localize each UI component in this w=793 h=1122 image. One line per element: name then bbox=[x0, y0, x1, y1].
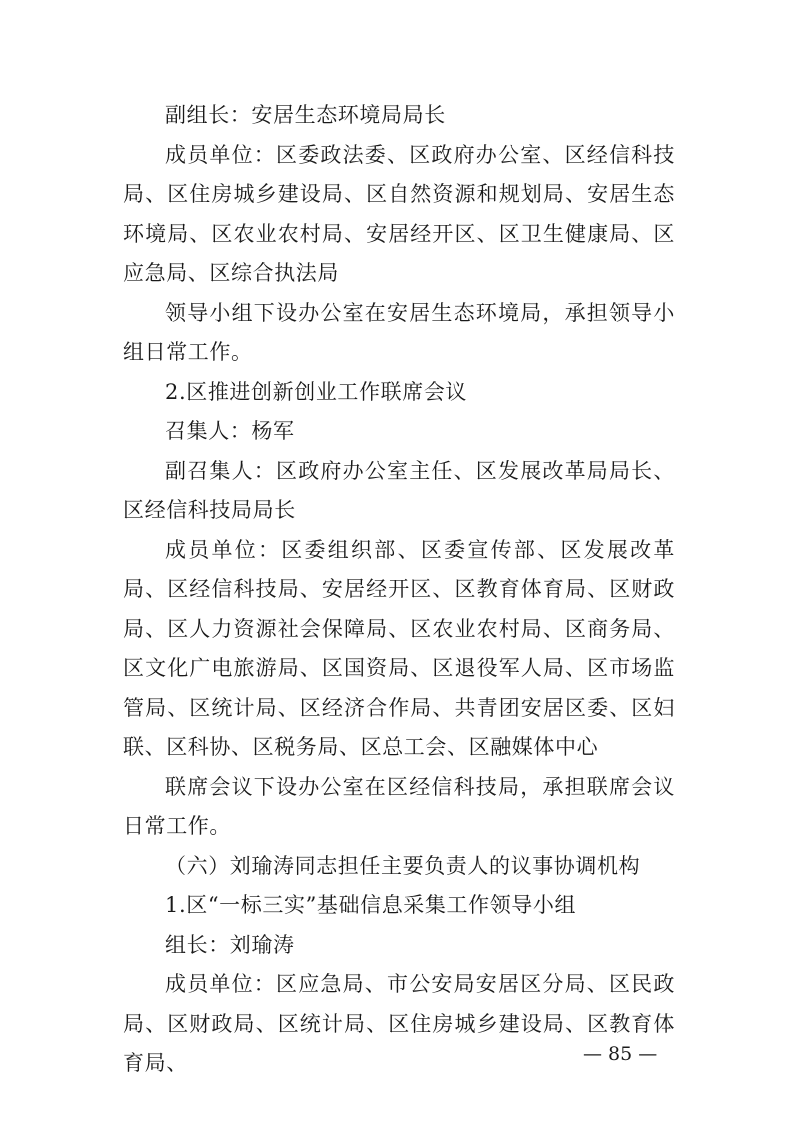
paragraph-member-units-3: 成员单位：区应急局、市公安局安居区分局、区民政局、区财政局、区统计局、区住房城乡建设局、区教育体育局、 bbox=[123, 972, 675, 1075]
section-heading-innovation: 2.区推进创新创业工作联席会议 bbox=[165, 379, 468, 404]
body-text bbox=[123, 96, 675, 1084]
paragraph-member-units-2: 成员单位：区委组织部、区委宣传部、区发展改革局、区经信科技局、安居经开区、区教育体育局、区财政局、区人力资源社会保障局、区农业农村局、区商务局、区文化广电旅游局、区国资局、区退役军人局、区市场监管局、区统计局、区经济合作局、共青团安居区委、区妇联、区科协、区税务局、区总工会、区融媒体中心 bbox=[123, 537, 675, 759]
section-heading-info-collection: 1.区“一标三实”基础信息采集工作领导小组 bbox=[165, 893, 577, 917]
page-number: — 85 — bbox=[583, 1043, 658, 1065]
paragraph-member-units-1: 成员单位：区委政法委、区政府办公室、区经信科技局、区住房城乡建设局、区自然资源和规划局、安居生态环境局、区农业农村局、安居经开区、区卫生健康局、区应急局、区综合执法局 bbox=[123, 142, 675, 285]
paragraph-deputy-convener: 副召集人：区政府办公室主任、区发展改革局局长、区经信科技局局长 bbox=[123, 458, 675, 522]
section-heading-liu: （六）刘瑜涛同志担任主要负责人的议事协调机构 bbox=[165, 853, 641, 878]
paragraph-convener: 召集人：杨军 bbox=[165, 419, 295, 443]
paragraph-office-note-1: 领导小组下设办公室在安居生态环境局，承担领导小组日常工作。 bbox=[123, 300, 675, 364]
paragraph-office-note-2: 联席会议下设办公室在区经信科技局，承担联席会议日常工作。 bbox=[123, 774, 675, 838]
paragraph-leader: 组长：刘瑜涛 bbox=[165, 932, 295, 957]
paragraph-deputy-leader: 副组长：安居生态环境局局长 bbox=[165, 103, 446, 127]
